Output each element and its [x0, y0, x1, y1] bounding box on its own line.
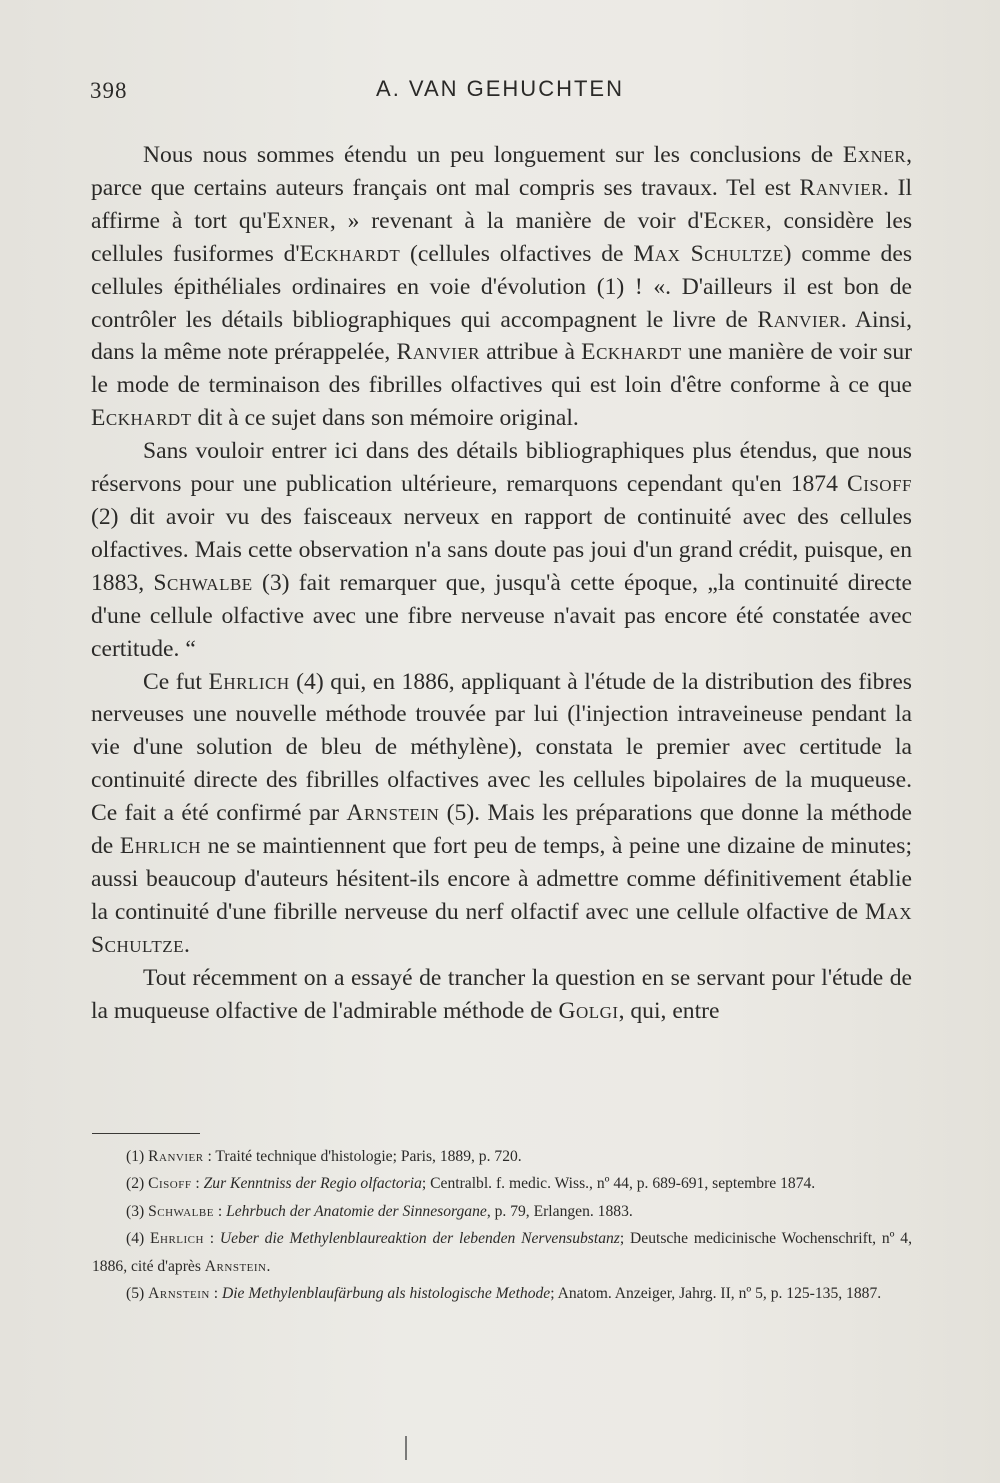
page-number: 398	[90, 78, 128, 103]
author-name: Eckhardt	[299, 240, 401, 267]
author-name: Schwalbe	[153, 569, 253, 596]
author-name: Eckhardt	[91, 405, 192, 432]
text-run: Sans vouloir entrer ici dans des détails bibliographiques plus étendus, que nous réservons pour une publication ultérieure, remarquons cependant qu'en 1874	[91, 438, 912, 498]
work-title: Lehrbuch der Anatomie der Sinnesorgane	[226, 1202, 487, 1220]
author-name: Ehrlich	[208, 668, 290, 695]
text-run: (5)	[126, 1285, 149, 1303]
author-name: Ranvier	[396, 339, 480, 366]
text-run: , parce que certains auteurs français ont mal compris ses travaux. Tel est	[91, 142, 912, 201]
paragraph	[91, 962, 912, 1028]
author-name: Cisoff	[148, 1175, 192, 1193]
text-run: .	[184, 931, 190, 958]
text-run: : Traité technique d'histologie; Paris, 1889, p. 720.	[203, 1148, 522, 1165]
text-run: (5). Mais les préparations que donne la méthode de	[91, 800, 912, 860]
author-name: Ehrlich	[149, 1230, 204, 1248]
text-run: Ce fut	[143, 668, 209, 695]
author-name: Cisoff	[846, 471, 912, 498]
text-run: . Ainsi, dans la même note prérappelée,	[91, 306, 912, 366]
text-run: ; Deutsche medicinische Wochenschrift, nº 4, 1886, cité d'après	[92, 1230, 912, 1275]
text-run: (2)	[126, 1175, 149, 1193]
paragraph	[91, 139, 912, 435]
author-name: Exner	[266, 207, 330, 234]
text-run: :	[213, 1202, 227, 1220]
text-run: :	[203, 1230, 220, 1248]
text-run: (3) fait remarquer que, jusqu'à cette époque, „la continuité directe d'une cellule olfactive avec une fibre nerveuse n'avait pas encore été constatée avec certitude. “	[91, 569, 912, 662]
author-name: Schwalbe	[148, 1202, 214, 1220]
footnote	[92, 1225, 912, 1280]
text-run: :	[209, 1285, 222, 1303]
text-run: (1)	[126, 1148, 149, 1165]
text-run: ; Centralbl. f. medic. Wiss., nº 44, p. 689-691, septembre 1874.	[421, 1175, 816, 1193]
footnote-rule	[92, 1133, 200, 1134]
author-name: Max Schultze	[633, 240, 784, 267]
text-run: ) comme des cellules épithéliales ordinaires en voie d'évolution (1) ! «. D'ailleurs il est bon de contrôler les détails bibliographiques qui accompagnent le livre de	[91, 240, 913, 333]
text-run: , qui, entre	[618, 997, 720, 1024]
text-run: . Il affirme à tort qu'	[91, 174, 912, 234]
text-run: (4)	[126, 1230, 150, 1248]
author-name: Arnstein	[346, 800, 440, 827]
footnote	[92, 1280, 912, 1307]
running-title: A. VAN GEHUCHTEN	[376, 76, 624, 101]
author-name: Ecker	[703, 207, 766, 234]
footnote	[92, 1143, 912, 1170]
text-run: (4) qui, en 1886, appliquant à l'étude de la distribution des fibres nerveuses une nouvelle méthode trouvée par lui (l'injection intraveineuse pendant la vie d'une solution de bleu de méthylène), constata le premier avec certitude la continuité directe des fibrilles olfactives avec les cellules bipolaires de la muqueuse. Ce fait a été confirmé par	[91, 668, 912, 827]
text-run: , considère les cellules fusiformes d'	[91, 207, 912, 267]
text-run: .	[266, 1257, 271, 1275]
work-title: Ueber die Methylenblaureaktion der lebenden Nervensubstanz	[219, 1230, 620, 1248]
text-run: , » revenant à la manière de voir d'	[329, 207, 704, 234]
author-name: Arnstein	[148, 1285, 210, 1303]
author-name: Ehrlich	[119, 833, 202, 860]
author-name: Ranvier	[148, 1148, 204, 1165]
text-run: ; Anatom. Anzeiger, Jahrg. II, nº 5, p. 125-135, 1887.	[550, 1285, 882, 1303]
text-run: dit à ce sujet dans son mémoire original.	[191, 405, 579, 432]
footnotes	[92, 1143, 912, 1307]
text-run: ne se maintiennent que fort peu de temps, à peine une dizaine de minutes; aussi beaucoup d'auteurs hésitent-ils encore à admettre comme définitivement établie la continuité d'une fibrille nerveuse du nerf olfactif avec une cellule olfactive de	[91, 833, 913, 925]
author-name: Max Schultze	[91, 898, 912, 958]
author-name: Eckhardt	[581, 339, 682, 366]
author-name: Golgi	[558, 997, 619, 1024]
text-run: (2) dit avoir vu des faisceaux nerveux en rapport de continuité avec des cellules olfactives. Mais cette observation n'a sans doute pas joui d'un grand crédit, puisque, en 1883,	[91, 503, 912, 596]
work-title: Zur Kenntniss der Regio olfactoria	[203, 1175, 422, 1193]
author-name: Exner	[842, 142, 907, 168]
text-run: , p. 79, Erlangen. 1883.	[486, 1202, 633, 1220]
text-run: (3)	[126, 1202, 149, 1220]
body-text	[91, 139, 912, 1027]
text-run: (cellules olfactives de	[400, 240, 634, 267]
footnote	[92, 1198, 912, 1225]
text-run: Tout récemment on a essayé de trancher la question en se servant pour l'étude de la muqueuse olfactive de l'admirable méthode de	[91, 964, 912, 1024]
paragraph	[91, 666, 912, 962]
text-run: une manière de voir sur le mode de terminaison des fibrilles olfactives qui est loin d'être conforme à ce que	[91, 339, 912, 399]
text-run: attribue à	[479, 339, 582, 366]
author-name: Ranvier	[799, 174, 883, 201]
paragraph	[91, 435, 912, 665]
author-name: Ranvier	[757, 306, 841, 333]
text-run: :	[191, 1175, 204, 1193]
author-name: Arnstein	[204, 1257, 267, 1275]
footnote	[92, 1170, 912, 1197]
work-title: Die Methylenblaufärbung als histologische Methode	[221, 1285, 551, 1303]
printer-mark	[404, 1436, 408, 1460]
text-run: Nous nous sommes étendu un peu longuement sur les conclusions de	[143, 142, 843, 168]
running-head	[90, 74, 910, 104]
